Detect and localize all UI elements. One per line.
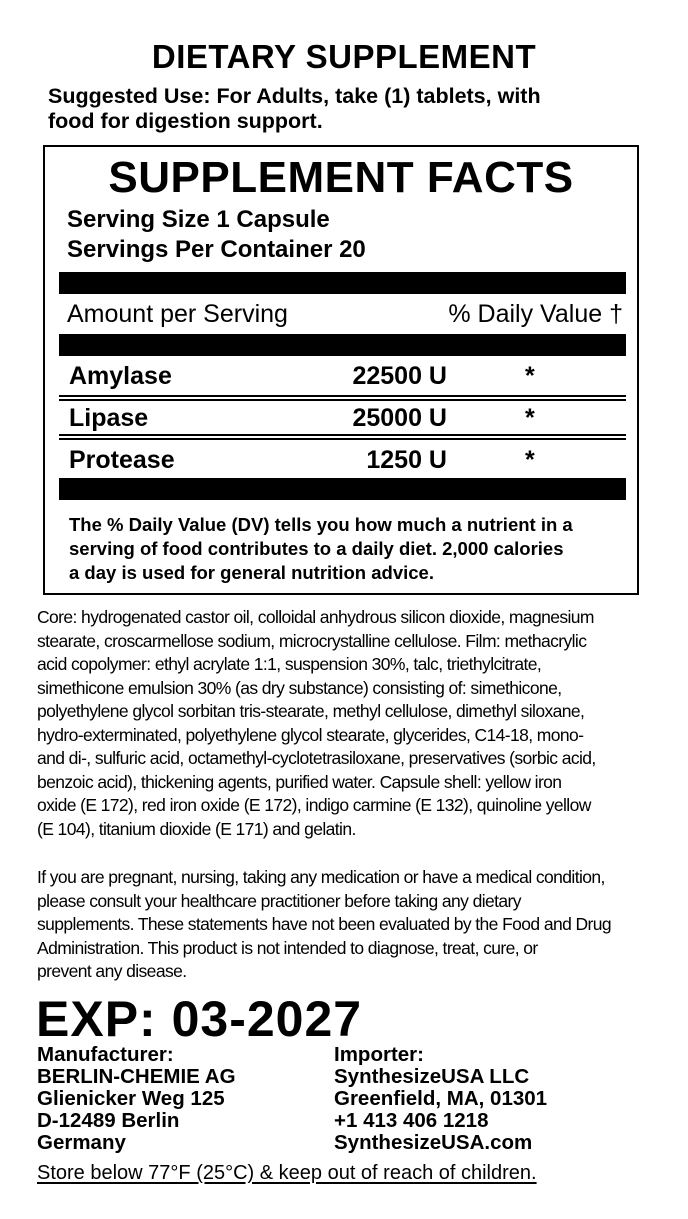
storage-instructions: Store below 77°F (25°C) & keep out of reach of children. xyxy=(37,1162,537,1184)
amount-per-serving-header: Amount per Serving xyxy=(67,300,288,328)
manufacturer-line: Glienicker Weg 125 xyxy=(37,1087,225,1110)
nutrient-amount: 25000 U xyxy=(352,404,447,432)
manufacturer-line: D-12489 Berlin xyxy=(37,1109,180,1132)
importer-line: SynthesizeUSA.com xyxy=(334,1131,533,1154)
warning-line: If you are pregnant, nursing, taking any medication or have a medical condition, xyxy=(37,867,605,887)
serving-size: Serving Size 1 Capsule xyxy=(67,206,330,233)
ingredients-line: polyethylene glycol sorbitan tris-stearate, methyl cellulose, dimethyl siloxane, xyxy=(37,701,585,721)
supplement-facts-title: SUPPLEMENT FACTS xyxy=(108,153,574,202)
divider-bar xyxy=(59,478,626,500)
expiry-date: EXP: 03-2027 xyxy=(36,991,363,1047)
ingredients-line: oxide (E 172), red iron oxide (E 172), indigo carmine (E 132), quinoline yellow xyxy=(37,795,591,815)
nutrient-name: Amylase xyxy=(69,362,172,390)
suggested-use-line: Suggested Use: For Adults, take (1) tablets, with xyxy=(48,84,541,108)
manufacturer-line: BERLIN-CHEMIE AG xyxy=(37,1065,236,1088)
nutrient-name: Lipase xyxy=(69,404,149,432)
daily-value-note-line: a day is used for general nutrition advice. xyxy=(69,562,434,583)
warning-line: supplements. These statements have not been evaluated by the Food and Drug xyxy=(37,914,612,934)
nutrient-daily-value: * xyxy=(525,362,535,390)
label-title: DIETARY SUPPLEMENT xyxy=(151,38,537,75)
daily-value-note-line: The % Daily Value (DV) tells you how much a nutrient in a xyxy=(69,514,573,535)
importer-block xyxy=(334,1044,547,1154)
suggested-use-line: food for digestion support. xyxy=(48,109,323,133)
daily-value-header: % Daily Value † xyxy=(448,300,623,328)
warning-line: prevent any disease. xyxy=(37,961,187,981)
manufacturer-line: Germany xyxy=(37,1131,126,1154)
row-divider xyxy=(59,395,626,397)
daily-value-note xyxy=(69,513,627,585)
importer-line: +1 413 406 1218 xyxy=(334,1109,489,1132)
ingredients-line: hydro-exterminated, polyethylene glycol stearate, glycerides, C14-18, mono- xyxy=(37,724,584,745)
manufacturer-block xyxy=(37,1044,236,1154)
ingredients-line: benzoic acid), thickening agents, purified water. Capsule shell: yellow iron xyxy=(37,771,562,792)
nutrient-daily-value: * xyxy=(525,404,535,432)
nutrient-daily-value: * xyxy=(525,446,535,474)
warning-text xyxy=(37,866,665,984)
ingredients-list xyxy=(37,606,662,841)
ingredients-line: acid copolymer: ethyl acrylate 1:1, suspension 30%, talc, triethylcitrate, xyxy=(37,654,542,674)
row-divider xyxy=(59,399,626,401)
row-divider xyxy=(59,434,626,436)
divider-bar xyxy=(59,334,626,356)
importer-line: Greenfield, MA, 01301 xyxy=(334,1087,548,1110)
row-divider xyxy=(59,438,626,440)
nutrient-amount: 22500 U xyxy=(352,362,447,390)
ingredients-line: stearate, croscarmellose sodium, microcrystalline cellulose. Film: methacrylic xyxy=(37,630,587,651)
ingredients-line: and di-, sulfuric acid, octamethyl-cyclotetrasiloxane, preservatives (sorbic acid, xyxy=(37,748,596,768)
ingredients-line: (E 104), titanium dioxide (E 171) and gelatin. xyxy=(37,818,356,839)
nutrient-amount: 1250 U xyxy=(366,446,447,474)
supplement-facts-panel xyxy=(43,145,639,595)
servings-per-container: Servings Per Container 20 xyxy=(67,236,366,263)
ingredients-line: simethicone emulsion 30% (as dry substance) consisting of: simethicone, xyxy=(37,677,562,698)
divider-bar xyxy=(59,272,626,294)
warning-line: please consult your healthcare practitioner before taking any dietary xyxy=(37,890,521,911)
importer-label: Importer: xyxy=(334,1043,424,1066)
manufacturer-label: Manufacturer: xyxy=(37,1043,174,1066)
suggested-use xyxy=(48,84,648,134)
nutrient-name: Protease xyxy=(69,446,175,474)
daily-value-note-line: serving of food contributes to a daily diet. 2,000 calories xyxy=(69,538,564,559)
warning-line: Administration. This product is not intended to diagnose, treat, cure, or xyxy=(37,937,538,958)
ingredients-line: Core: hydrogenated castor oil, colloidal anhydrous silicon dioxide, magnesium xyxy=(37,607,594,627)
importer-line: SynthesizeUSA LLC xyxy=(334,1065,530,1088)
